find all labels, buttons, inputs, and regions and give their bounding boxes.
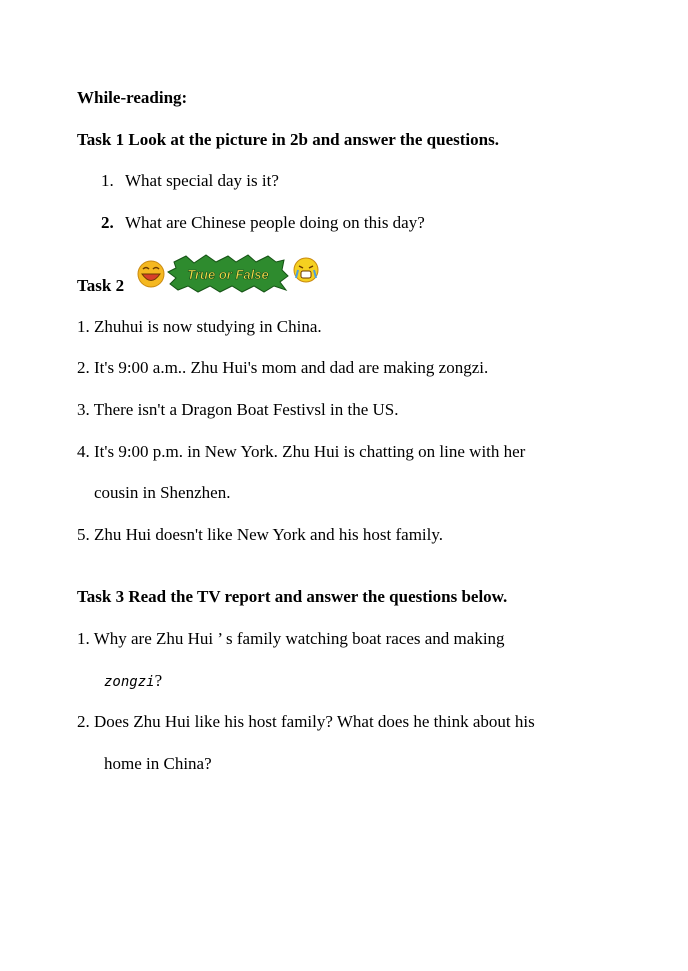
- task2-item: 5. Zhu Hui doesn't like New York and his host family.: [77, 525, 444, 544]
- true-or-false-badge: [136, 254, 326, 294]
- zongzi-word: zongzi: [104, 674, 155, 690]
- task1-item-text: What special day is it?: [125, 171, 279, 190]
- task2-item: 1. Zhuhui is now studying in China.: [77, 317, 322, 336]
- task1-item-number: 2.: [101, 213, 114, 232]
- task3-question-continuation: home in China?: [104, 754, 212, 773]
- true-or-false-graphic: [136, 254, 326, 294]
- task1-item: [101, 171, 279, 191]
- task2-item: 2. It's 9:00 a.m.. Zhu Hui's mom and dad are making zongzi.: [77, 358, 489, 377]
- task3-question-continuation: [104, 671, 162, 692]
- task2-item-continuation: cousin in Shenzhen.: [94, 483, 231, 502]
- crying-face-icon: [294, 258, 318, 282]
- badge-label: True or False: [187, 267, 269, 282]
- task1-item: [101, 213, 425, 233]
- task2-title: Task 2: [77, 276, 125, 295]
- task1-item-text: What are Chinese people doing on this day?: [125, 213, 425, 232]
- task3-question: 2. Does Zhu Hui like his host family? What does he think about his: [77, 712, 535, 731]
- task1-item-number: 1.: [101, 171, 114, 190]
- task3-question: 1. Why are Zhu Hui ’ s family watching boat races and making: [77, 629, 505, 648]
- question-mark: ?: [154, 671, 163, 690]
- laughing-face-icon: [138, 261, 164, 287]
- task2-item: 3. There isn't a Dragon Boat Festivsl in the US.: [77, 400, 399, 419]
- task3-title: Task 3 Read the TV report and answer the questions below.: [77, 587, 508, 606]
- task1-title: Task 1 Look at the picture in 2b and answer the questions.: [77, 130, 499, 149]
- section-heading: While-reading:: [77, 88, 188, 107]
- task2-item: 4. It's 9:00 p.m. in New York. Zhu Hui is chatting on line with her: [77, 442, 526, 461]
